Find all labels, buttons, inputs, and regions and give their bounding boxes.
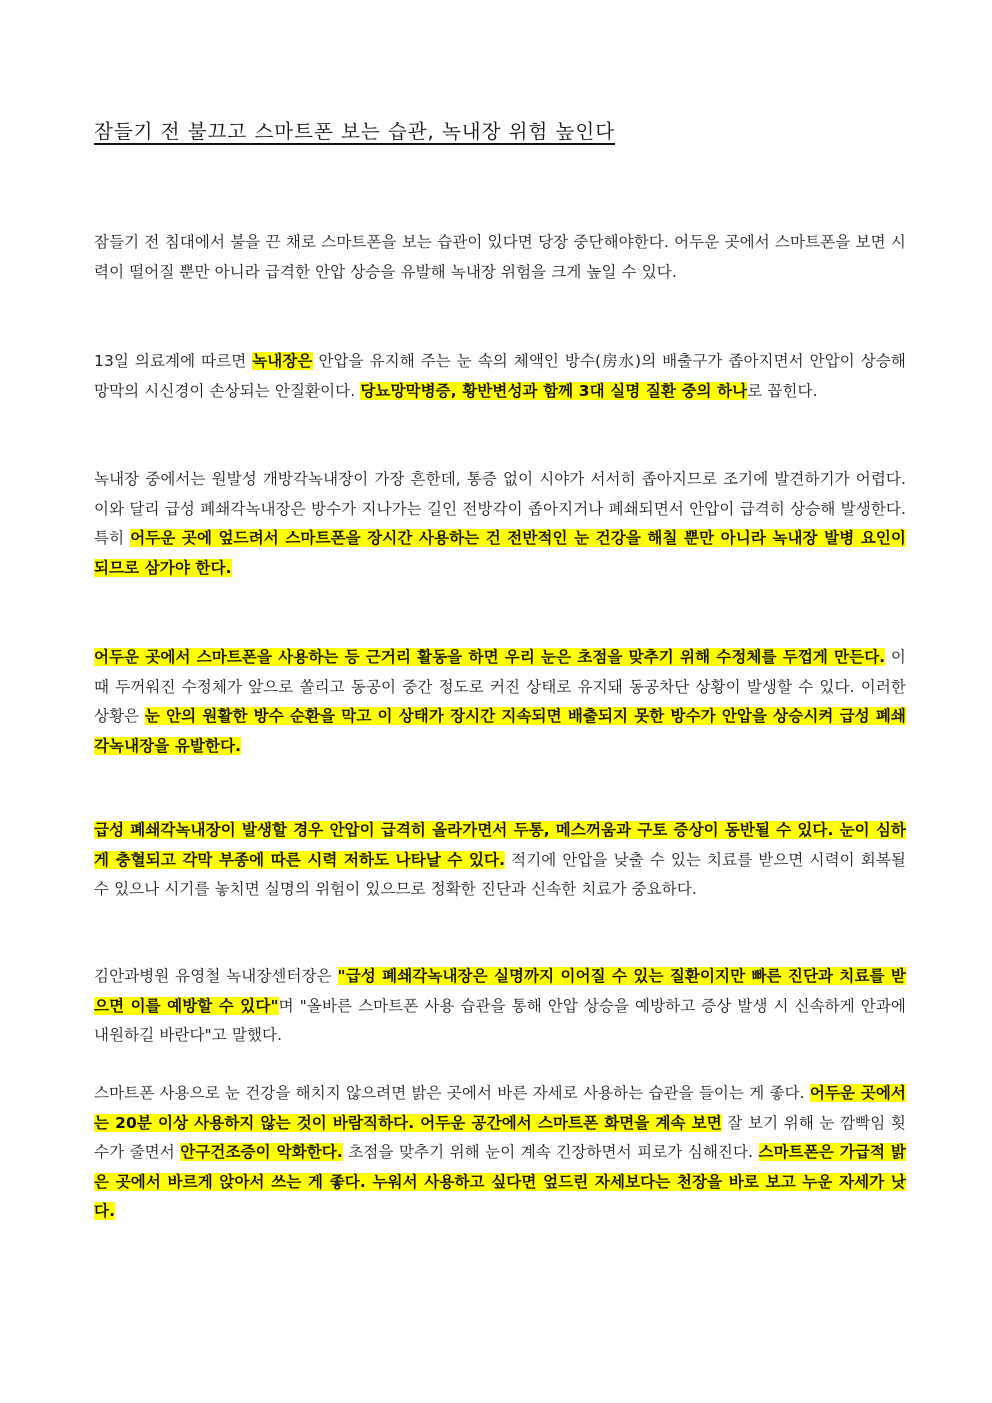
highlighted-text: 어두운 곳에서는 20분 이상 사용하지 않는 것이 바람직하다. 어두운 공간에서 스마트폰 화면을 계속 보면: [94, 1084, 906, 1132]
paragraph-3: [94, 465, 906, 583]
highlighted-text: 어두운 곳에서 스마트폰을 사용하는 등 근거리 활동을 하면 우리 눈은 초점을 맞추기 위해 수정체를 두껍게 만든다.: [94, 648, 886, 666]
body-text: 로 꼽힌다.: [747, 381, 818, 400]
body-text: 안압을 유지해 주는 눈 속의 체액인 방수(房水)의 배출구가 좁아지면서 안압이 상승해 망막의 시신경이 손상되는 안질환이다.: [94, 352, 906, 400]
body-text: 이때 두꺼워진 수정체가 앞으로 쏠리고 동공이 중간 정도로 커진 상태로 유지돼 동공차단 상황이 발생할 수 있다. 이러한 상황은: [94, 648, 906, 726]
body-text: 초점을 맞추기 위해 눈이 계속 긴장하면서 피로가 심해진다.: [342, 1143, 759, 1162]
body-text: 김안과병원 유영철 녹내장센터장은: [94, 967, 338, 985]
body-text: 며 "올바른 스마트폰 사용 습관을 통해 안압 상승을 예방하고 증상 발생 시 신속하게 안과에 내원하길 바란다"고 말했다.: [94, 996, 906, 1045]
paragraph-6: [94, 962, 906, 1051]
highlighted-text: 당뇨망막병증, 황반변성과 함께 3대 실명 질환 중의 하나: [360, 381, 748, 400]
highlighted-text: 어두운 곳에 엎드려서 스마트폰을 장시간 사용하는 건 전반적인 눈 건강을 해칠 뿐만 아니라 녹내장 발병 요인이 되므로 삼가야 한다.: [94, 529, 906, 577]
highlighted-text: 급성 폐쇄각녹내장이 발생할 경우 안압이 급격히 올라가면서 두통, 메스꺼움과 구토 증상이 동반될 수 있다. 눈이 심하게 충혈되고 각막 부종에 따른 시력 저하도 나타날 수 있다.: [94, 821, 906, 869]
paragraph-2: [94, 347, 906, 406]
document-title: 잠들기 전 불끄고 스마트폰 보는 습관, 녹내장 위험 높인다: [94, 120, 616, 143]
highlighted-text: 녹내장은: [252, 352, 313, 370]
highlighted-text: "급성 폐쇄각녹내장은 실명까지 이어질 수 있는 질환이지만 빠른 진단과 치료를 받으면 이를 예방할 수 있다": [94, 967, 906, 1015]
body-text: 잠들기 전 침대에서 불을 끈 채로 스마트폰을 보는 습관이 있다면 당장 중단해야한다. 어두운 곳에서 스마트폰을 보면 시력이 떨어질 뿐만 아니라 급격한 안압 상승을 유발해 녹내장 위험을 크게 높일 수 있다.: [94, 233, 906, 281]
body-text: 적기에 안압을 낮출 수 있는 치료를 받으면 시력이 회복될 수 있으나 시기를 놓치면 실명의 위험이 있으므로 정확한 진단과 신속한 치료가 중요하다.: [94, 850, 906, 899]
body-text: 13일 의료계에 따르면: [94, 352, 253, 370]
body-text: 스마트폰 사용으로 눈 건강을 해치지 않으려면 밝은 곳에서 바른 자세로 사용하는 습관을 들이는 게 좋다.: [94, 1084, 810, 1102]
body-text: 잘 보기 위해 눈 깜빡임 횟수가 줄면서: [94, 1113, 906, 1162]
paragraph-7: [94, 1079, 906, 1227]
body-text: 녹내장 중에서는 원발성 개방각녹내장이 가장 흔한데, 통증 없이 시야가 서서히 좁아지므로 조기에 발견하기가 어렵다. 이와 달리 급성 폐쇄각녹내장은 방수가 지나가는 길인 전방각이 좁아지거나 폐쇄되면서 안압이 급격히 상승해 발생한다. 특히: [94, 470, 906, 548]
highlighted-text: 눈 안의 원활한 방수 순환을 막고 이 상태가 장시간 지속되면 배출되지 못한 방수가 안압을 상승시켜 급성 폐쇄각녹내장을 유발한다.: [94, 707, 906, 755]
highlighted-text: 안구건조증이 악화한다.: [180, 1143, 343, 1162]
paragraph-5: [94, 816, 906, 905]
paragraph-1: [94, 228, 906, 287]
paragraph-4: [94, 643, 906, 761]
highlighted-text: 스마트폰은 가급적 밝은 곳에서 바르게 앉아서 쓰는 게 좋다. 누워서 사용하고 싶다면 엎드린 자세보다는 천장을 바로 보고 누운 자세가 낫다.: [94, 1143, 906, 1221]
